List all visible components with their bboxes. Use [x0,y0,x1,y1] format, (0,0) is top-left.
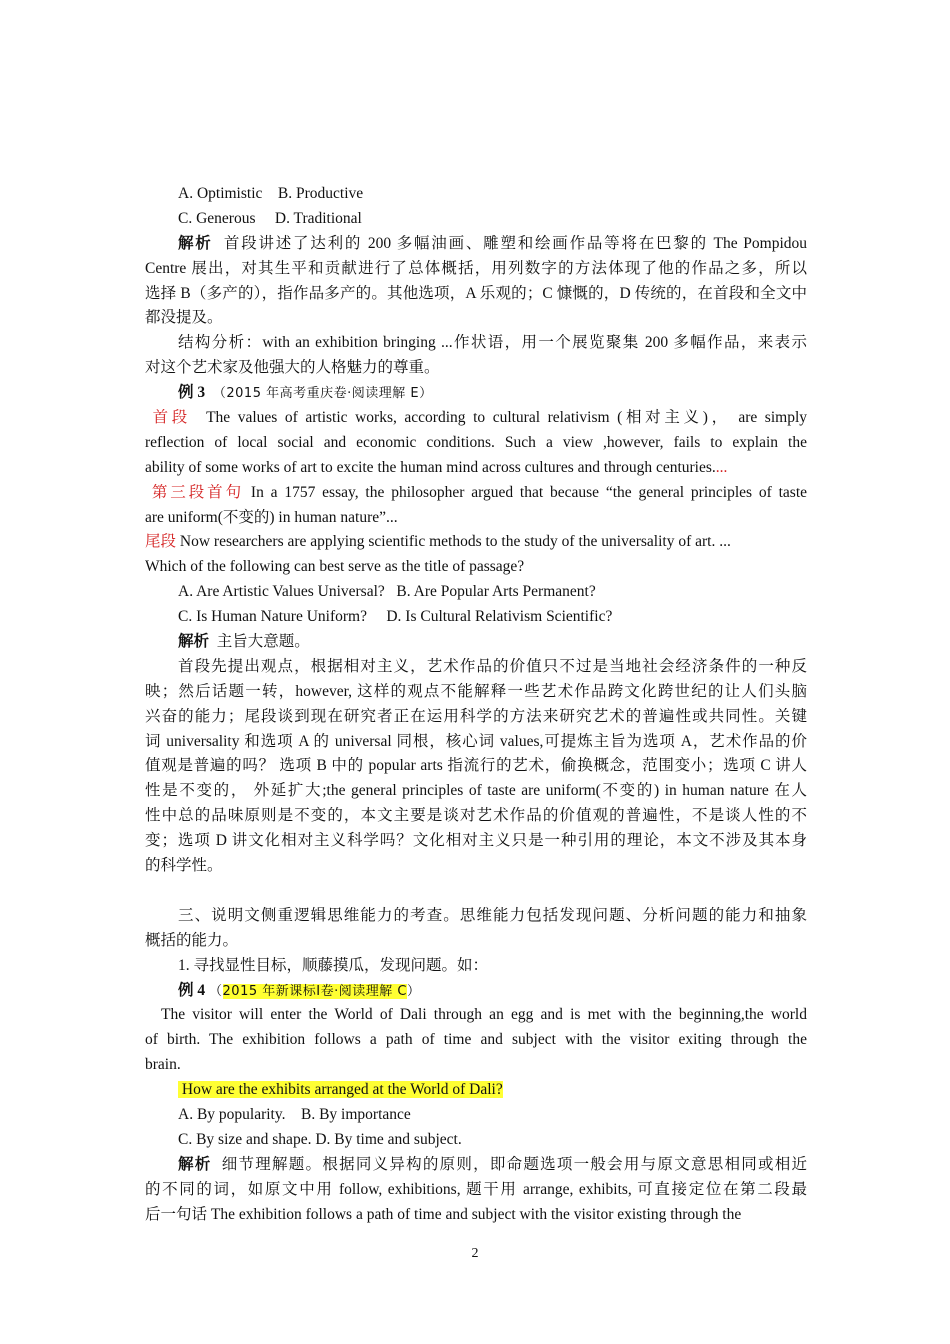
ex3-analysis-line: 首段先提出观点，根据相对主义，艺术作品的价值只不过是当地社会经济条件的一种反 [178,657,807,675]
ex3-source: （2015 年高考重庆卷·阅读理解 E） [212,386,433,402]
ex3-p3-line: are uniform(不变的) in human nature”... [145,508,398,526]
ex3-p3-text: In a 1757 essay, the philosopher argued that because “the general principles of taste [250,483,807,501]
ex3-p1-line: reflection of local social and economic conditions. Such a view ,however, fails to explain the [145,433,807,451]
ex2-jiexi-line: 选择 B（多产的），指作品多产的。其他选项，A 乐观的；C 慷慨的，D 传统的，在首段和全文中 [145,284,807,302]
ex4-options-cd [145,1128,807,1153]
ex3-question: Which of the following can best serve as the title of passage? [145,558,525,576]
ex4-jiexi-text: 细节理解题。根据同义异构的原则，即命题选项一般会用与原文意思相同或相近 [221,1155,807,1173]
blank-line [145,879,807,904]
ex4-passage-line: brain. [145,1056,181,1074]
ex2-options-cd [145,207,807,232]
ex3-option-d: D. Is Cultural Relativism Scientific? [386,608,613,626]
ex3-analysis-line: 变；选项 D 讲文化相对主义科学吗？文化相对主义只是一种引用的理论，本文不涉及其本身 [145,832,807,850]
ex3-analysis-line: 性中总的品味原则是不变的，本文主要是谈对艺术作品的价值观的普遍性，不是谈人性的不 [145,807,807,825]
ex3-p1-label: 首段 [152,409,191,427]
ex3-option-c: C. Is Human Nature Uniform? [178,608,367,626]
ex2-jiexi-line: Centre 展出，对其生平和贡献进行了总体概括，用列数字的方法体现了他的作品之多，所以 [145,259,807,277]
ex3-analysis-line: 映；然后话题一转，however, 这样的观点不能解释一些艺术作品跨文化跨世纪的让人们头脑 [145,682,807,700]
ex3-analysis-line: 性是不变的， 外延扩大;the general principles of taste are uniform(不变的) in human nature 在人 [145,782,807,800]
section3-line: 概括的能力。 [145,931,239,949]
ex2-jiexi-line: 都没提及。 [145,309,223,327]
ex2-option-a: A. Optimistic [178,185,263,202]
ex3-p3-line [145,481,807,506]
ex3-analysis-line: 兴奋的能力；尾段谈到现在研究者正在运用科学的方法来研究艺术的普遍性或共同性。关键 [145,707,807,725]
ex3-plast-label: 尾段 [145,533,177,551]
ex4-question [178,1081,503,1098]
ex3-p3-label: 第三段首句 [151,483,245,501]
ex3-jiexi-line [145,630,807,655]
ex4-question-line [145,1078,807,1103]
ex3-jiexi-text: 主旨大意题。 [216,633,310,651]
ex4-option-c: C. By size and shape. [178,1130,312,1148]
ex3-label: 例 3 [178,384,206,402]
ex2-jiexi-text: 首段讲述了达利的 200 多幅油画、雕塑和绘画作品等将在巴黎的 The Pompidou [223,234,807,252]
ex3-options-ab [145,580,807,605]
ex4-option-b: B. By importance [301,1105,411,1123]
ex2-jiexi-label: 解析 [178,234,213,252]
ex3-p1-text: The values of artistic works, according to cultural relativism (相对主义)， are simply [206,409,807,427]
ex4-question-text: How are the exhibits arranged at the World of Dali? [181,1081,503,1099]
ex4-jiexi-line: 的不同的词，如原文中用 follow, exhibitions, 题干用 arrange, exhibits, 可直接定位在第二段最 [145,1180,807,1198]
section3-sub1: 1. 寻找显性目标，顺藤摸瓜，发现问题。如： [178,956,489,974]
ex3-analysis-line: 的科学性。 [145,857,223,875]
ex4-option-d: D. By time and subject. [315,1130,462,1148]
ex4-source: 2015 年新课标Ⅰ卷·阅读理解 C [222,983,407,999]
ex3-p1-line [145,406,807,431]
ex4-jiexi-label: 解析 [178,1155,212,1173]
ex3-options-cd [145,605,807,630]
ex2-structure-line: 对这个艺术家及他强大的人格魅力的尊重。 [145,359,440,377]
ex3-option-a: A. Are Artistic Values Universal? [178,583,385,601]
ex3-p1-line [145,456,807,481]
ex3-p1-dots: ... [715,458,728,476]
ex4-jiexi-line: 后一句话 The exhibition follows a path of time and subject with the visitor existing through the [145,1205,742,1223]
ex2-option-c: C. Generous [178,209,256,227]
ex4-source-open: （ [209,983,223,999]
ex3-plast-line [145,530,807,555]
ex2-options-ab [145,182,807,207]
ex3-analysis-line: 值观是普遍的吗？ 选项 B 中的 popular arts 指流行的艺术，偷换概念，范围变小；选项 C 讲人 [145,757,807,775]
ex3-jiexi-label: 解析 [178,633,210,651]
ex3-p1-text: ability of some works of art to excite the human mind across cultures and through centuries. [145,458,716,476]
ex2-option-d: D. Traditional [274,209,362,227]
ex4-passage-line: The visitor will enter the World of Dali through an egg and is met with the beginning,the world [161,1006,807,1024]
ex4-jiexi-line [145,1153,807,1178]
ex2-structure-line: 结构分析：with an exhibition bringing ...作状语，用一个展览聚集 200 多幅作品，来表示 [178,334,807,352]
ex4-header [145,979,807,1004]
ex4-source-close: ） [406,983,421,999]
ex4-options-ab [145,1103,807,1128]
ex4-label: 例 4 [178,981,206,999]
section3-line: 三、说明文侧重逻辑思维能力的考查。思维能力包括发现问题、分析问题的能力和抽象 [178,906,807,924]
page-content [145,182,807,1227]
ex3-analysis-line: 词 universality 和选项 A 的 universal 同根，核心词 values,可提炼主旨为选项 A，艺术作品的价 [145,732,807,750]
ex3-header [145,381,807,406]
ex2-option-b: B. Productive [277,185,364,202]
ex3-plast-text: Now researchers are applying scientific methods to the study of the universality of art. ... [179,533,731,551]
ex4-passage-line: of birth. The exhibition follows a path of time and subject with the visitor exiting through the [145,1031,807,1049]
page-number: 2 [471,1246,479,1261]
ex2-jiexi-line [145,232,807,257]
ex4-option-a: A. By popularity. [178,1105,286,1123]
ex3-option-b: B. Are Popular Arts Permanent? [396,583,596,601]
